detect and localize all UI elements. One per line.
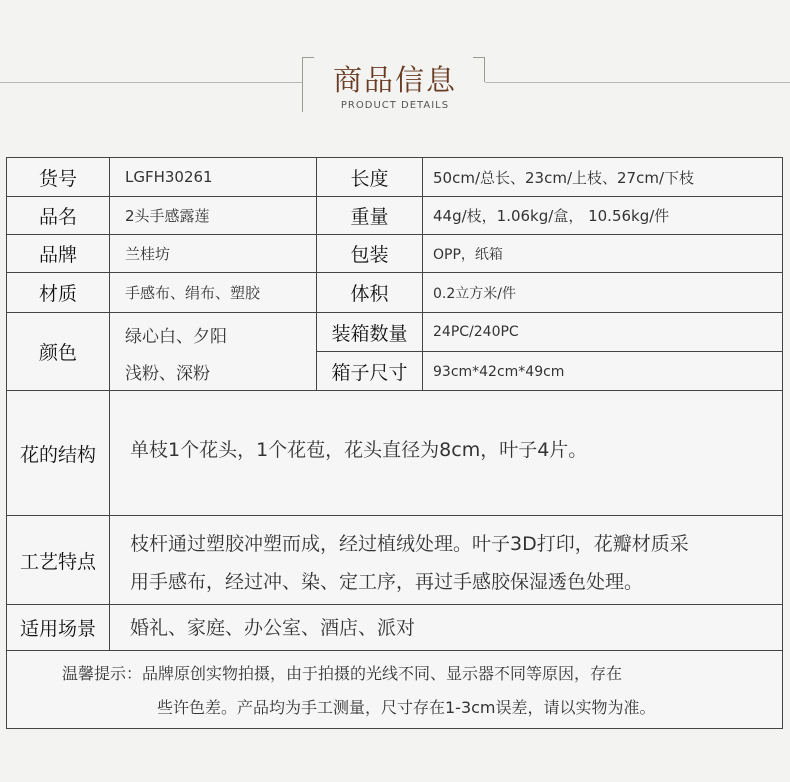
box-size-value: 93cm*42cm*49cm <box>433 363 565 380</box>
notice-box <box>7 651 782 728</box>
row-value: 2头手感露莲 <box>110 197 317 234</box>
row-label: 货号 <box>7 158 110 196</box>
notice-line-1: 温馨提示：品牌原创实物拍摄，由于拍摄的光线不同、显示器不同等原因，存在 <box>62 664 623 683</box>
box-size-label: 箱子尺寸 <box>317 352 423 391</box>
craft-values <box>110 516 782 604</box>
page-subtitle: PRODUCT DETAILS <box>340 100 450 111</box>
row-value: 50cm/总长、23cm/上枝、27cm/下枝 <box>433 168 694 187</box>
row-label: 包装 <box>317 235 423 272</box>
table-row-craft <box>7 516 782 605</box>
color-line-1: 绿心白、夕阳 <box>125 327 227 347</box>
qty-value: 24PC/240PC <box>433 324 519 340</box>
row-value: LGFH30261 <box>110 158 317 196</box>
row-label: 重量 <box>317 197 423 234</box>
structure-value: 单枝1个花头，1个花苞，花头直径为8cm，叶子4片。 <box>130 439 588 461</box>
color-values <box>110 313 317 390</box>
row-value: OPP，纸箱 <box>433 246 503 263</box>
row-label: 材质 <box>7 273 110 312</box>
page-title: 商品信息 <box>332 63 457 97</box>
table-row <box>7 235 782 273</box>
scene-label: 适用场景 <box>7 605 110 650</box>
scene-value: 婚礼、家庭、办公室、酒店、派对 <box>130 616 416 639</box>
header-line-right <box>485 82 790 83</box>
color-subrow-size <box>317 352 782 391</box>
row-value: 兰桂坊 <box>110 235 317 272</box>
table-row-structure <box>7 391 782 516</box>
table-row-scene <box>7 605 782 651</box>
craft-line-2: 用手感布，经过冲、染、定工序，再过手感胶保湿透色处理。 <box>130 571 644 593</box>
row-value: 44g/枝，1.06kg/盒， 10.56kg/件 <box>433 207 670 225</box>
table-row-color <box>7 313 782 391</box>
row-label: 体积 <box>317 273 423 312</box>
table-row <box>7 197 782 235</box>
row-label: 品名 <box>7 197 110 234</box>
color-label: 颜色 <box>7 313 110 390</box>
qty-label: 装箱数量 <box>317 313 423 351</box>
table-row <box>7 273 782 313</box>
row-label: 长度 <box>317 158 423 196</box>
structure-label: 花的结构 <box>7 391 110 515</box>
row-value: 手感布、绢布、塑胶 <box>110 273 317 312</box>
craft-label: 工艺特点 <box>7 516 110 604</box>
table-row <box>7 158 782 197</box>
notice-line-2: 些许色差。产品均为手工测量，尺寸存在1-3cm误差，请以实物为准。 <box>157 698 656 717</box>
header-line-left <box>0 82 302 83</box>
row-value: 0.2立方米/件 <box>433 285 516 302</box>
row-label: 品牌 <box>7 235 110 272</box>
craft-line-1: 枝杆通过塑胶冲塑而成，经过植绒处理。叶子3D打印，花瓣材质采 <box>130 533 689 555</box>
product-info-table <box>6 157 783 729</box>
color-line-2: 浅粉、深粉 <box>125 364 210 384</box>
color-subrow-qty <box>317 313 782 352</box>
